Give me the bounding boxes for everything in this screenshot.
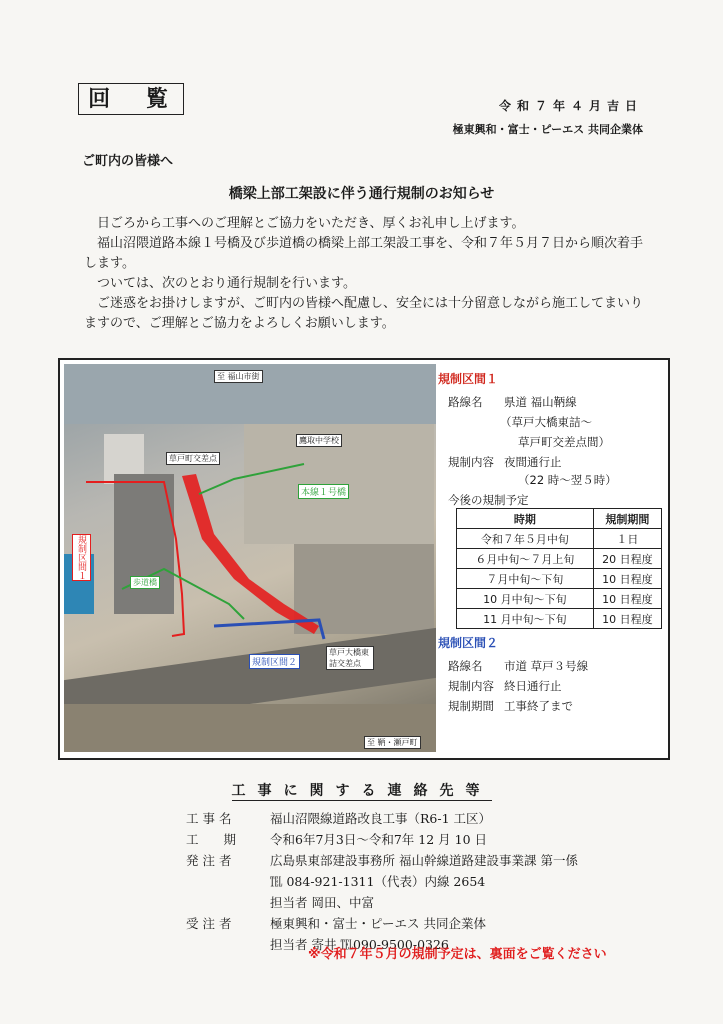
zone2-route-label: 路線名 xyxy=(448,659,483,673)
orderer-label: 発 注 者 xyxy=(186,853,232,868)
document-title: 橋梁上部工架設に伴う通行規制のお知らせ xyxy=(228,186,495,202)
table-row xyxy=(457,529,662,549)
contractor-label: 受 注 者 xyxy=(186,916,232,931)
work-name: 福山沼隈線道路改良工事（R6-1 工区） xyxy=(270,811,492,826)
zone2-heading: 規制区間２ xyxy=(438,636,499,650)
body-paragraph: ついては、次のとおり通行規制を行います。 xyxy=(97,276,356,291)
table-row xyxy=(457,569,662,589)
schedule-duration: 20 日程度 xyxy=(593,549,661,569)
orderer-staff: 担当者 岡田、中富 xyxy=(270,895,374,910)
schedule-period: ６月中旬～７月上旬 xyxy=(457,549,594,569)
zone2-content-label: 規制内容 xyxy=(448,679,494,693)
aerial-photo xyxy=(64,364,436,752)
photo-label-ped: 歩道橋 xyxy=(130,576,160,589)
photo-label-bridge1: 本線１号橋 xyxy=(298,484,349,499)
body-text xyxy=(84,214,644,334)
zone1-content-label: 規制内容 xyxy=(448,455,494,469)
zone2-content: 終日通行止 xyxy=(504,679,562,693)
table-row xyxy=(457,609,662,629)
body-paragraph: 福山沼隈道路本線１号橋及び歩道橋の橋梁上部工架設工事を、令和７年５月７日から順次着手します。 xyxy=(84,236,644,271)
table-row xyxy=(457,549,662,569)
back-page-notice: ※令和７年５月の規制予定は、裏面をご覧ください xyxy=(308,947,607,962)
circular-notice-box: 回 覧 xyxy=(78,83,184,115)
schedule-period: 11 月中旬～下旬 xyxy=(457,609,594,629)
photo-label-zone1: 規制区間１ xyxy=(72,534,91,581)
table-header: 規制期間 xyxy=(593,509,661,529)
issue-date: 令和７年４月吉日 xyxy=(498,99,643,113)
zone1-hours: （22 時～翌５時） xyxy=(518,473,617,487)
issuer-company: 極東興和・富士・ピーエス 共同企業体 xyxy=(452,123,643,136)
work-period: 令和6年7月3日～令和7年 12 月 10 日 xyxy=(270,832,488,847)
work-period-label: 工 期 xyxy=(186,832,237,847)
photo-label-zone2: 規制区間２ xyxy=(249,654,300,669)
photo-label-south: 至 鞆・瀬戸町 xyxy=(364,736,421,749)
body-paragraph: ご迷惑をお掛けしますが、ご町内の皆様へ配慮し、安全には十分留意しながら施工してまいりますので、ご理解とご協力をよろしくお願いします。 xyxy=(84,296,644,331)
zone2-route: 市道 草戸３号線 xyxy=(504,659,589,673)
regulation-panel xyxy=(58,358,670,760)
schedule-duration: １日 xyxy=(593,529,661,549)
zone1-route-label: 路線名 xyxy=(448,395,483,409)
schedule-period: ７月中旬～下旬 xyxy=(457,569,594,589)
table-header: 時期 xyxy=(457,509,594,529)
photo-label-north: 至 福山市街 xyxy=(214,370,263,383)
schedule-duration: 10 日程度 xyxy=(593,569,661,589)
photo-label-school: 鷹取中学校 xyxy=(296,434,342,447)
zone2-period-label: 規制期間 xyxy=(448,699,494,713)
regulation-overlay xyxy=(64,364,436,752)
zone1-heading: 規制区間１ xyxy=(438,372,499,386)
contractor-staff: 担当者 寄井 ℡090-9500-0326 xyxy=(270,937,449,952)
photo-label-kusado: 草戸町交差点 xyxy=(166,452,220,465)
greeting: ご町内の皆様へ xyxy=(82,154,174,169)
zone1-route-detail: 草戸町交差点間） xyxy=(518,435,610,449)
schedule-period: 10 月中旬～下旬 xyxy=(457,589,594,609)
body-paragraph: 日ごろから工事へのご理解とご協力をいただき、厚くお礼申し上げます。 xyxy=(97,216,525,231)
photo-label-ohashi: 草戸大橋東詰交差点 xyxy=(326,646,374,670)
orderer-tel: ℡ 084-921-1311（代表）内線 2654 xyxy=(270,874,486,889)
zone1-route-detail: （草戸大橋東詰～ xyxy=(500,415,592,429)
contact-heading-text: 工事に関する連絡先等 xyxy=(231,783,492,799)
schedule-heading: 今後の規制予定 xyxy=(448,493,529,507)
schedule-period: 令和７年５月中旬 xyxy=(457,529,594,549)
table-row xyxy=(457,589,662,609)
contact-heading xyxy=(0,780,723,800)
schedule-duration: 10 日程度 xyxy=(593,589,661,609)
zone1-content: 夜間通行止 xyxy=(504,455,562,469)
zone1-route: 県道 福山鞆線 xyxy=(504,395,577,409)
orderer: 広島県東部建設事務所 福山幹線道路建設事業課 第一係 xyxy=(270,853,578,868)
schedule-duration: 10 日程度 xyxy=(593,609,661,629)
schedule-table xyxy=(456,508,662,629)
work-name-label: 工 事 名 xyxy=(186,811,232,826)
contractor: 極東興和・富士・ピーエス 共同企業体 xyxy=(270,916,486,931)
zone2-period: 工事終了まで xyxy=(504,699,573,713)
